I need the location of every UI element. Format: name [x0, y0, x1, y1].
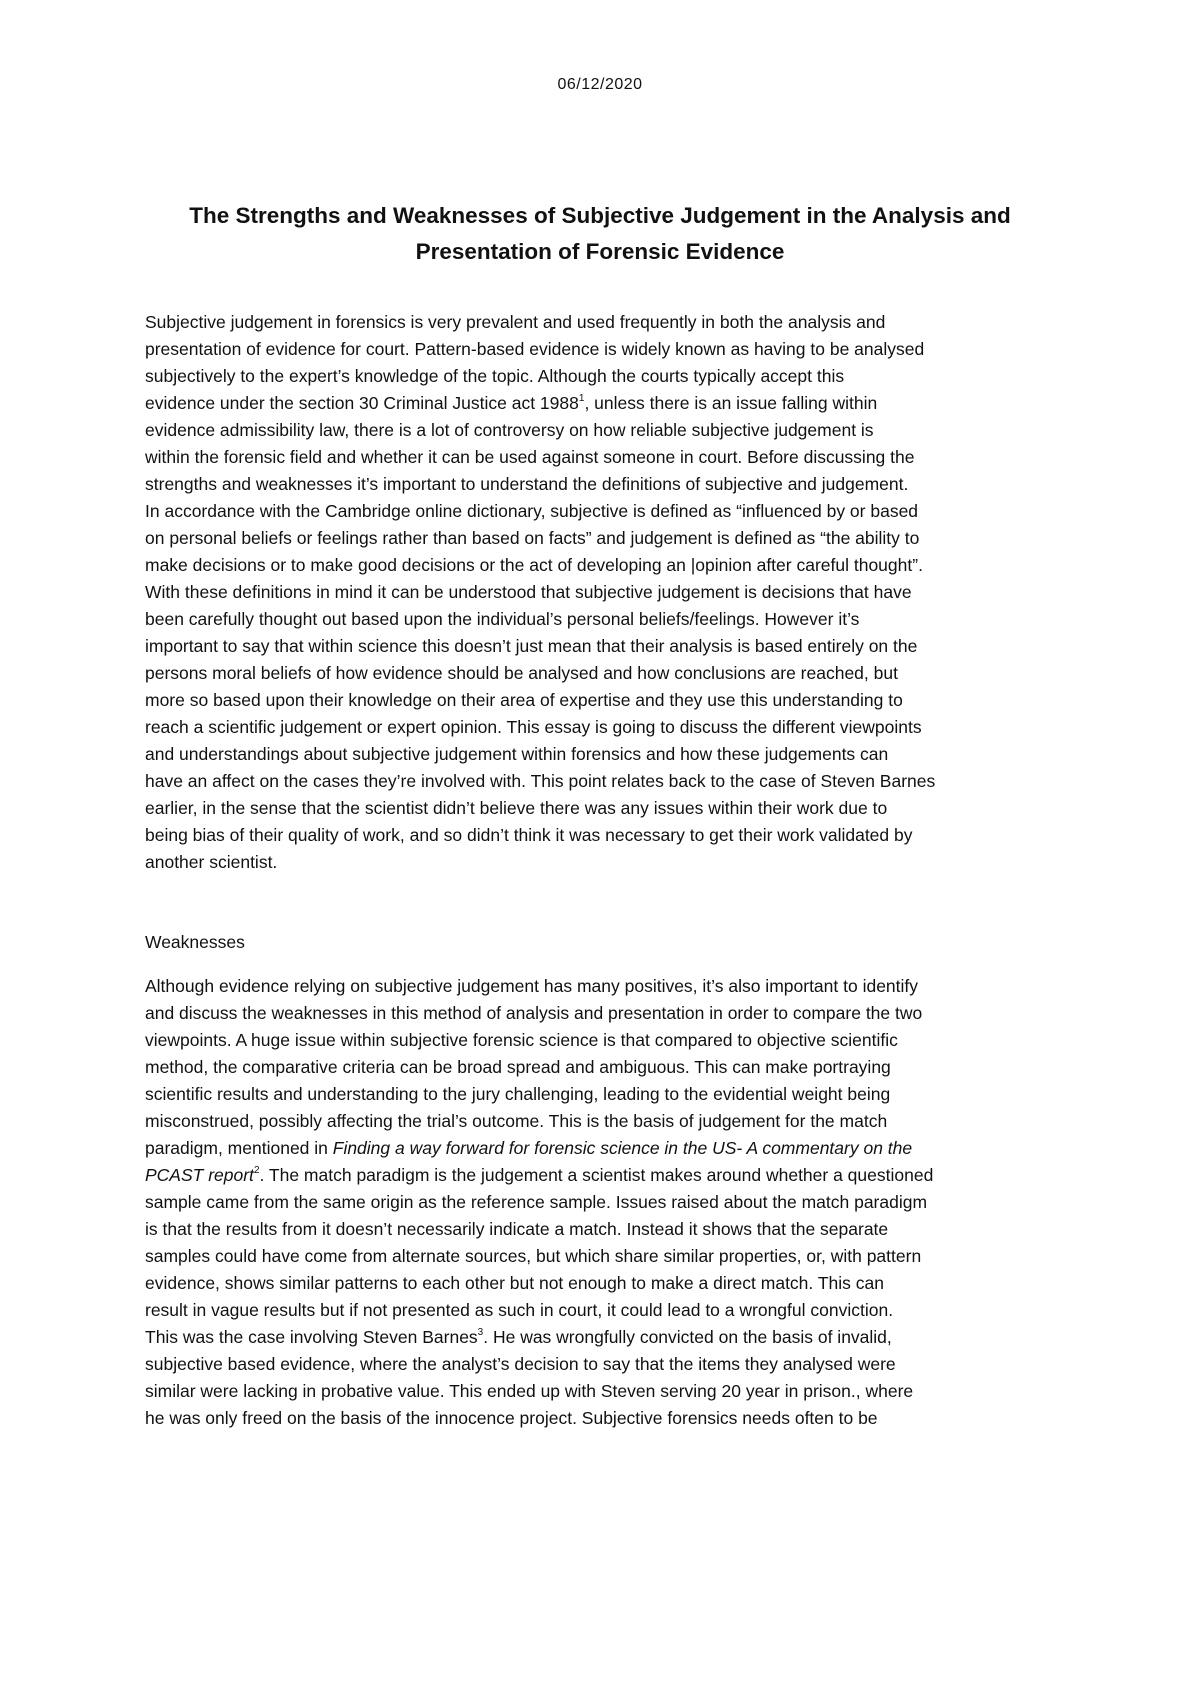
intro-line: strengths and weaknesses it’s important to understand the definitions of subjective and judgement.	[145, 474, 909, 494]
intro-line: important to say that within science this doesn’t just mean that their analysis is based entirely on the	[145, 636, 918, 656]
document-title	[140, 198, 1060, 270]
intro-line: With these definitions in mind it can be understood that subjective judgement is decisions that have	[145, 582, 912, 602]
intro-line: more so based upon their knowledge on their area of expertise and they use this understanding to	[145, 690, 903, 710]
intro-line: have an affect on the cases they’re involved with. This point relates back to the case of Steven Barnes	[145, 771, 936, 791]
weaknesses-line: and discuss the weaknesses in this method of analysis and presentation in order to compare the two	[145, 1003, 923, 1023]
weaknesses-line: viewpoints. A huge issue within subjective forensic science is that compared to objective scientific	[145, 1030, 898, 1050]
weaknesses-line	[145, 1164, 933, 1186]
intro-line: presentation of evidence for court. Pattern-based evidence is widely known as having to be analysed	[145, 339, 925, 359]
intro-line: make decisions or to make good decisions or the act of developing an |opinion after careful thought”.	[145, 555, 923, 575]
intro-line: within the forensic field and whether it can be used against someone in court. Before discussing the	[145, 447, 915, 467]
intro-line: on personal beliefs or feelings rather than based on facts” and judgement is defined as “the ability to	[145, 528, 920, 548]
title-line-1: The Strengths and Weaknesses of Subjective Judgement in the Analysis and	[189, 203, 1011, 228]
weaknesses-line-14-tail: . He was wrongfully convicted on the basis of invalid,	[483, 1327, 892, 1347]
intro-line: evidence admissibility law, there is a lot of controversy on how reliable subjective judgement is	[145, 420, 874, 440]
weaknesses-line-8-tail: . The match paradigm is the judgement a scientist makes around whether a questioned	[259, 1165, 934, 1185]
intro-line	[145, 392, 877, 414]
document-date: 06/12/2020	[557, 76, 643, 93]
cited-report-title: Finding a way forward for forensic science in the US- A commentary on the	[332, 1138, 913, 1158]
weaknesses-line	[145, 1326, 892, 1348]
weaknesses-line: he was only freed on the basis of the innocence project. Subjective forensics needs often to be	[145, 1408, 878, 1428]
intro-line: being bias of their quality of work, and so didn’t think it was necessary to get their work validated by	[145, 825, 913, 845]
weaknesses-line	[145, 1137, 912, 1159]
intro-line: and understandings about subjective judgement within forensics and how these judgements can	[145, 744, 889, 764]
intro-line: In accordance with the Cambridge online dictionary, subjective is defined as “influenced by or based	[145, 501, 919, 521]
intro-line: Subjective judgement in forensics is very prevalent and used frequently in both the analysis and	[145, 312, 886, 332]
footnote-ref: 3	[477, 1327, 484, 1339]
intro-line: another scientist.	[145, 852, 278, 872]
weaknesses-line: subjective based evidence, where the analyst’s decision to say that the items they analysed were	[145, 1354, 896, 1374]
intro-line-4-text: evidence under the section 30 Criminal Justice act 1988	[145, 393, 579, 413]
section-heading-weaknesses: Weaknesses	[145, 932, 245, 952]
weaknesses-line: scientific results and understanding to the jury challenging, leading to the evidential weight being	[145, 1084, 891, 1104]
intro-line: earlier, in the sense that the scientist didn’t believe there was any issues within their work due to	[145, 798, 888, 818]
weaknesses-line: sample came from the same origin as the reference sample. Issues raised about the match paradigm	[145, 1192, 928, 1212]
weaknesses-line: misconstrued, possibly affecting the trial’s outcome. This is the basis of judgement for the match	[145, 1111, 888, 1131]
weaknesses-line: is that the results from it doesn’t necessarily indicate a match. Instead it shows that the separate	[145, 1219, 889, 1239]
weaknesses-line: method, the comparative criteria can be broad spread and ambiguous. This can make portraying	[145, 1057, 891, 1077]
weaknesses-line-14-text: This was the case involving Steven Barnes	[145, 1327, 478, 1347]
intro-line: been carefully thought out based upon the individual’s personal beliefs/feelings. However it’s	[145, 609, 860, 629]
weaknesses-line: result in vague results but if not presented as such in court, it could lead to a wrongful conviction.	[145, 1300, 894, 1320]
cited-report-title-cont: PCAST report	[145, 1165, 254, 1185]
intro-line: reach a scientific judgement or expert opinion. This essay is going to discuss the different viewpoints	[145, 717, 922, 737]
weaknesses-line: similar were lacking in probative value. This ended up with Steven serving 20 year in prison., where	[145, 1381, 914, 1401]
footnote-ref: 1	[578, 393, 585, 405]
title-line-2: Presentation of Forensic Evidence	[415, 239, 785, 264]
weaknesses-line-7-text: paradigm, mentioned in	[145, 1138, 333, 1158]
intro-line: subjectively to the expert’s knowledge of the topic. Although the courts typically accept this	[145, 366, 845, 386]
intro-line-4-tail: , unless there is an issue falling within	[584, 393, 878, 413]
intro-line: persons moral beliefs of how evidence should be analysed and how conclusions are reached, but	[145, 663, 898, 683]
weaknesses-line: samples could have come from alternate sources, but which share similar properties, or, with pattern	[145, 1246, 922, 1266]
weaknesses-line: Although evidence relying on subjective judgement has many positives, it’s also important to identify	[145, 976, 919, 996]
footnote-ref: 2	[253, 1165, 260, 1177]
weaknesses-line: evidence, shows similar patterns to each other but not enough to make a direct match. This can	[145, 1273, 884, 1293]
